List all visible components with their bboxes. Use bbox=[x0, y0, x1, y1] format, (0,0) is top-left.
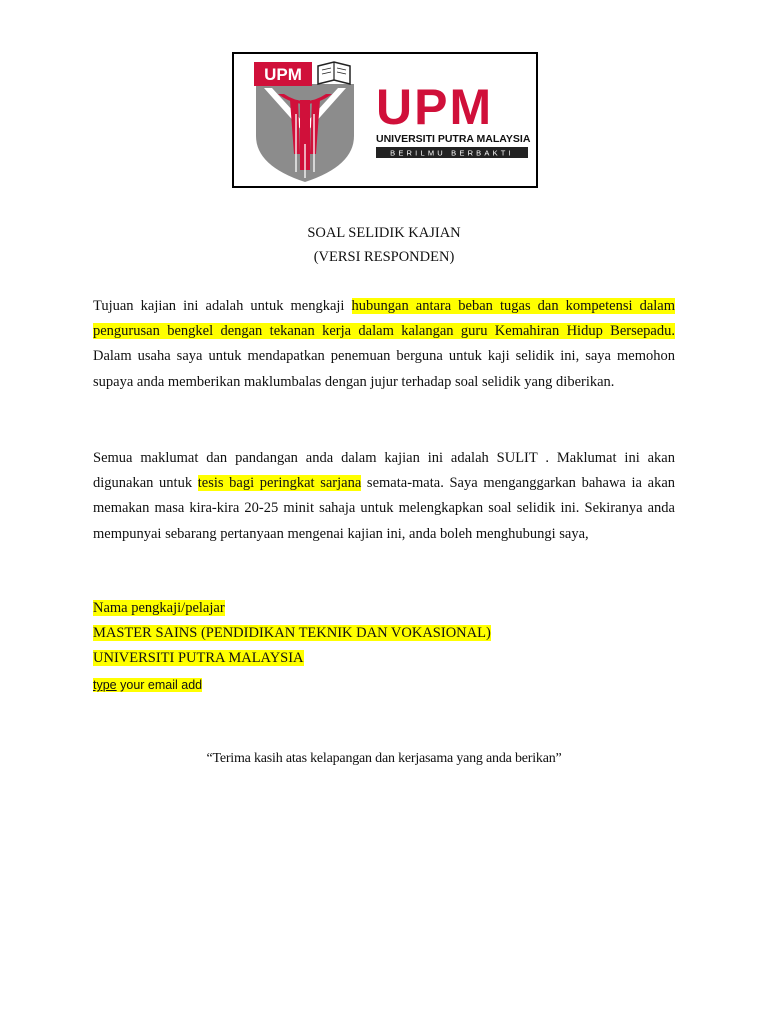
researcher-university: UNIVERSITI PUTRA MALAYSIA bbox=[93, 650, 304, 666]
confidentiality-text-after: semata-mata. Saya menganggarkan bahawa ia akan memakan masa kira-kira 20-25 minit sahaja untuk melengkapkan soal selidik ini. Sekiranya anda mempunyai sebarang pertanyaan mengenai kajian ini, anda boleh menghubungi saya, bbox=[93, 475, 676, 542]
upm-logo-box bbox=[232, 52, 538, 188]
researcher-name: Nama pengkaji/pelajar bbox=[93, 600, 225, 616]
closing-thanks: “Terima kasih atas kelapangan dan kerjasama yang anda berikan” bbox=[206, 751, 562, 766]
intro-paragraph bbox=[93, 294, 675, 395]
upm-wordmark: UPM bbox=[376, 79, 494, 135]
researcher-program: MASTER SAINS (PENDIDIKAN TEKNIK DAN VOKASIONAL) bbox=[93, 625, 491, 641]
upm-logo bbox=[234, 54, 536, 186]
intro-highlight: hubungan antara beban tugas dan kompetensi dalam pengurusan bengkel dengan tekanan kerja dalam kalangan guru Kemahiran Hidup Bersepadu. bbox=[93, 298, 676, 340]
confidentiality-text-before: Semua maklumat dan pandangan anda dalam kajian ini adalah SULIT . Maklumat ini akan digunakan untuk bbox=[93, 450, 675, 492]
email-type-word: type bbox=[93, 678, 117, 692]
confidentiality-paragraph bbox=[93, 446, 675, 547]
email-placeholder: your email add bbox=[116, 678, 203, 692]
upm-motto: BERILMU BERBAKTI bbox=[390, 148, 514, 158]
page-title: SOAL SELIDIK KAJIAN bbox=[307, 225, 461, 241]
intro-text-after: Dalam usaha saya untuk mendapatkan penemuan berguna untuk kaji selidik ini, saya memohon supaya anda memberikan maklumbalas dengan jujur terhadap soal selidik yang diberikan. bbox=[93, 348, 675, 390]
confidentiality-highlight: tesis bagi peringkat sarjana bbox=[197, 475, 362, 492]
upm-university-name: UNIVERSITI PUTRA MALAYSIA bbox=[376, 133, 531, 145]
page-subtitle: (VERSI RESPONDEN) bbox=[313, 249, 455, 265]
researcher-email bbox=[93, 673, 202, 698]
intro-text-before: Tujuan kajian ini adalah untuk mengkaji bbox=[93, 298, 352, 314]
book-icon bbox=[318, 62, 350, 84]
upm-badge-text: UPM bbox=[264, 65, 302, 84]
